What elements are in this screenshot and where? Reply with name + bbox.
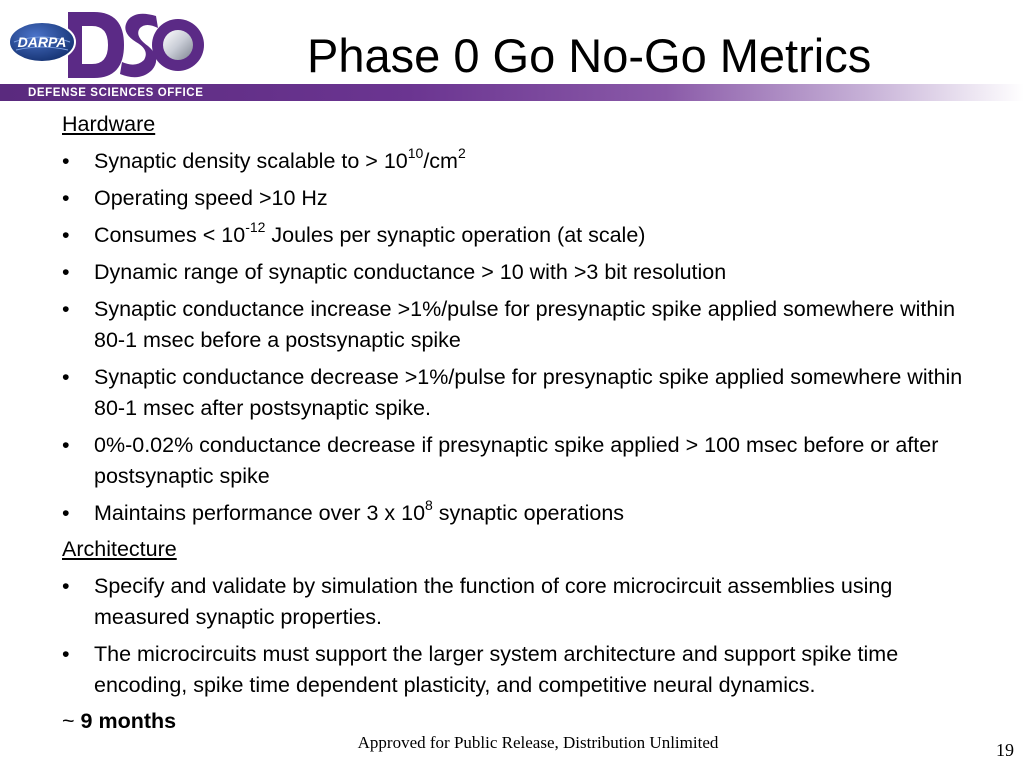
item-text: Specify and validate by simulation the function of core microcircuit assemblies using measured synaptic properties. [94, 574, 893, 629]
item-text: Operating speed >10 Hz [94, 186, 328, 210]
duration-prefix: ~ [62, 709, 75, 733]
item-text: Maintains performance over 3 x 10 [94, 501, 426, 525]
slide-body [62, 110, 982, 736]
item-superscript: 10 [407, 144, 424, 161]
item-text: /cm [423, 149, 458, 173]
item-superscript: -12 [245, 218, 266, 235]
list-item [62, 571, 982, 633]
item-text: Consumes < 10 [94, 223, 246, 247]
hardware-list [62, 146, 982, 529]
list-item [62, 430, 982, 492]
item-text: Dynamic range of synaptic conductance > 10 with >3 bit resolution [94, 260, 727, 284]
list-item [62, 257, 982, 288]
item-superscript: 8 [425, 496, 433, 513]
banner-label: DEFENSE SCIENCES OFFICE [28, 87, 204, 99]
item-text: The microcircuits must support the larger system architecture and support spike time encoding, spike time dependent plasticity, and competitive neural dynamics. [94, 642, 899, 697]
release-note: Approved for Public Release, Distribution Unlimited [357, 733, 719, 752]
slide-header [0, 0, 1024, 104]
item-text: Synaptic density scalable to > 10 [94, 149, 408, 173]
list-item [62, 183, 982, 214]
item-text: synaptic operations [432, 501, 625, 525]
item-text: Synaptic conductance increase >1%/pulse for presynaptic spike applied somewhere within 80-1 msec before a postsynaptic spike [94, 297, 956, 352]
list-item [62, 220, 982, 251]
architecture-heading: Architecture [62, 537, 177, 561]
duration-value: 9 months [80, 709, 177, 733]
item-text: 0%-0.02% conductance decrease if presynaptic spike applied > 100 msec before or after postsynaptic spike [94, 433, 939, 488]
list-item [62, 294, 982, 356]
slide-title: Phase 0 Go No-Go Metrics [307, 29, 872, 82]
list-item [62, 362, 982, 424]
darpa-badge-text: DARPA [17, 34, 67, 50]
architecture-list [62, 571, 982, 701]
list-item [62, 639, 982, 701]
darpa-dso-logo-icon [6, 4, 206, 86]
item-superscript: 2 [457, 144, 466, 161]
list-item [62, 146, 982, 177]
item-text: Synaptic conductance decrease >1%/pulse for presynaptic spike applied somewhere within 80-1 msec after postsynaptic spike. [94, 365, 963, 420]
page-number: 19 [996, 740, 1014, 760]
list-item [62, 498, 982, 529]
hardware-heading: Hardware [62, 112, 156, 136]
item-text: Joules per synaptic operation (at scale) [265, 223, 646, 247]
